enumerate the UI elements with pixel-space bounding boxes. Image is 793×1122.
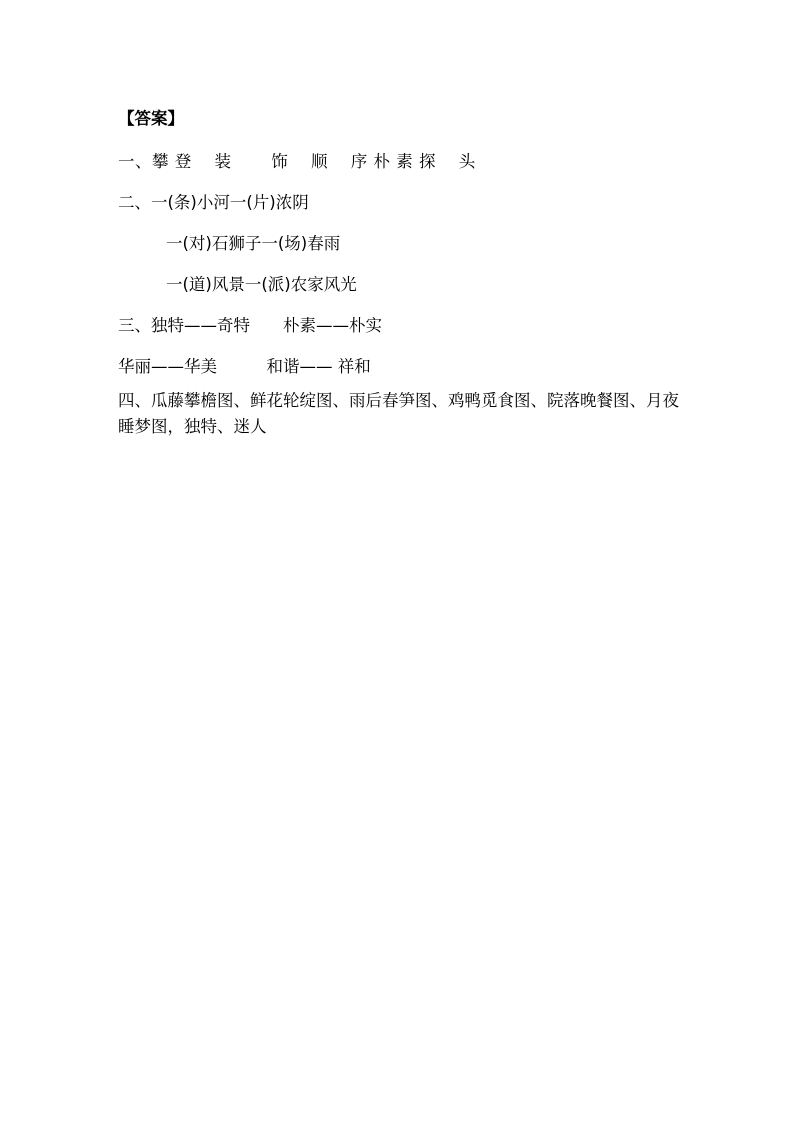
answer-line-2a: 二、一(条)小河一(片)浓阴 xyxy=(118,193,309,213)
answer-line-3a: 三、独特——奇特 朴素——朴实 xyxy=(118,316,382,336)
answer-line-4: 四、瓜藤攀檐图、鲜花轮绽图、雨后春笋图、鸡鸭觅食图、院落晚餐图、月夜睡梦图，独特、迷人 xyxy=(118,391,679,436)
answer-line-2b: 一(对)石狮子一(场)春雨 xyxy=(166,234,341,254)
answer-line-2c: 一(道)风景一(派)农家风光 xyxy=(166,275,357,295)
answer-line-3b: 华丽——华美 和谐—— 祥和 xyxy=(118,357,371,377)
document-body xyxy=(118,96,683,439)
answer-line-1: 一、攀 登 装 饰 顺 序 朴 素 探 头 xyxy=(118,152,476,172)
answer-heading: 【答案】 xyxy=(118,108,184,128)
